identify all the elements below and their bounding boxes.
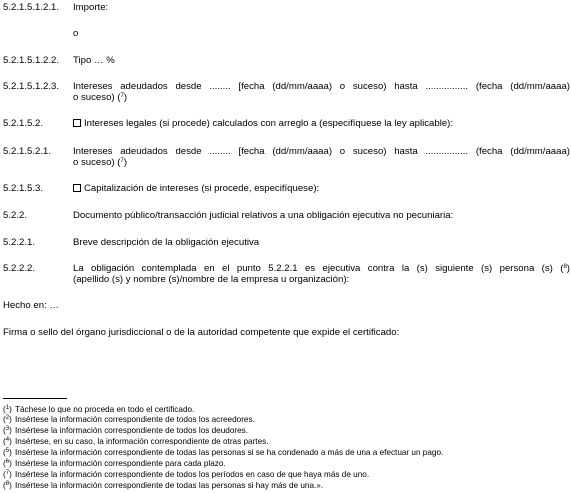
section-number: 5.2.1.5.1.2.3. — [3, 81, 60, 92]
section-number: 5.2.1.5.2.1. — [3, 146, 52, 157]
footnote: ($^6$) Insértese la información correspondiente para cada plazo. — [3, 459, 226, 468]
footnote: ($^2$) Insértese la información correspondiente de todos los acreedores. — [3, 415, 255, 424]
section-number: 5.2.1.5.1.2.2. — [3, 55, 60, 66]
firma-label: Firma o sello del órgano jurisdiccional o de la autoridad competente que expide el certificado: — [3, 327, 400, 338]
section-text: Documento público/transacción judicial relativos a una obligación ejecutiva no pecuniaria: — [73, 210, 454, 221]
footnote-ref: 8 — [563, 264, 567, 270]
footnote-divider — [3, 398, 67, 399]
section-number: 5.2.2.2. — [3, 263, 36, 274]
checkbox[interactable] — [73, 119, 81, 127]
section-text — [73, 263, 570, 285]
footnote: ($^4$) Insértese, en su caso, la información correspondiente de otras partes. — [3, 437, 269, 446]
section-text: Importe: — [73, 2, 109, 13]
section-text: o — [73, 28, 79, 39]
section-text: Capitalización de intereses (si procede, especifíquese): — [73, 183, 570, 194]
section-number: 5.2.1.5.1.2.1. — [3, 2, 60, 13]
section-text-line: o suceso) ($^7$) — [73, 92, 128, 103]
footnote: ($^5$) Insértese la información correspondiente de todas las personas si se ha condenado a más de una a efectuar un pago. — [3, 448, 444, 457]
section-text: Tipo … % — [73, 55, 115, 66]
section-text: Intereses legales (si procede) calculados con arreglo a (especifíquese la ley aplicable): — [73, 118, 570, 129]
footnote-ref: 7 — [120, 158, 124, 164]
section-number: 5.2.1.5.2. — [3, 118, 44, 129]
checkbox[interactable] — [73, 184, 81, 192]
hecho-en: Hecho en: … — [3, 300, 59, 311]
footnote: ($^3$) Insértese la información correspondiente de todos los deudores. — [3, 426, 249, 435]
footnote: ($^8$) Insértese la información correspondiente de todas las personas si hay más de una.». — [3, 481, 324, 490]
section-text: Breve descripción de la obligación ejecutiva — [73, 237, 260, 248]
section-text-line: o suceso) ($^7$) — [73, 157, 128, 168]
footnote: ($^1$) Táchese lo que no proceda en todo el certificado. — [3, 405, 195, 414]
section-number: 5.2.1.5.3. — [3, 183, 44, 194]
section-text-line: (apellido (s) y nombre (s)/nombre de la empresa u organización): — [73, 274, 350, 285]
section-text — [73, 146, 570, 168]
section-number: 5.2.2. — [3, 210, 28, 221]
footnote-ref: 7 — [120, 93, 124, 99]
section-text-line: Intereses adeudados desde ........ [fecha (dd/mm/aaaa) o suceso) hasta ................ (fecha (dd/mm/aaaa) — [73, 146, 570, 157]
footnote: ($^7$) Insértese la información correspondiente de todos los períodos en caso de que haya más de uno. — [3, 470, 370, 479]
section-number: 5.2.2.1. — [3, 237, 36, 248]
section-text — [73, 81, 570, 103]
section-text-line: La obligación contemplada en el punto 5.2.2.1 es ejecutiva contra la (s) siguiente (s) persona (s) ($^8$) — [73, 263, 570, 274]
section-text-line: Intereses adeudados desde ........ [fecha (dd/mm/aaaa) o suceso) hasta ................ (fecha (dd/mm/aaaa) — [73, 81, 570, 92]
